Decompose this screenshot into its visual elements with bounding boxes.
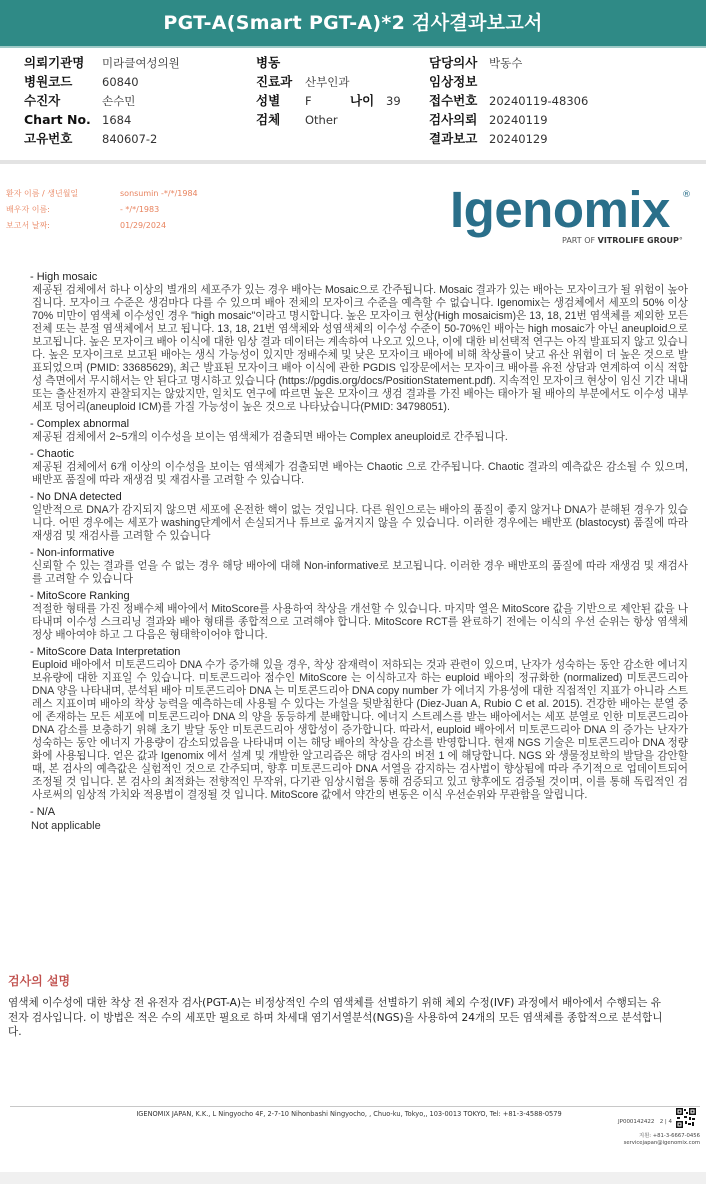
page-number: 2 | 4 (659, 1119, 673, 1125)
qr-code-icon (676, 1108, 696, 1128)
footer-phone: 지원: +81-3-6667-0456 (639, 1133, 700, 1139)
sex-value: F (305, 94, 312, 108)
section-divider (0, 160, 706, 164)
age-value: 39 (386, 94, 401, 108)
logo-registered-mark: ® (682, 190, 691, 200)
hospital-code-value: 60840 (102, 75, 139, 89)
footer-email: servicejapan@igenomix.com (623, 1140, 700, 1146)
chart-value: 1684 (102, 113, 132, 127)
logo-subtitle (562, 236, 683, 245)
report-date-value: 20240129 (489, 132, 548, 146)
receipt-number-value: 20240119-48306 (489, 94, 589, 108)
recipient-value: 손수민 (102, 94, 136, 108)
report-date-meta-value: 01/29/2024 (120, 221, 167, 230)
receipt-number-label: 접수번호 (429, 93, 478, 108)
doctor-value: 박동수 (489, 56, 523, 70)
patient-meta-value: sonsumin -*/*/1984 (120, 189, 198, 198)
section-title-non-informative: - Non-informative (30, 547, 115, 559)
section-title-chaotic: - Chaotic (30, 448, 75, 460)
chart-label: Chart No. (24, 112, 91, 127)
interpretation-sections (24, 270, 688, 833)
footer-address: IGENOMIX JAPAN, K.K., L Ningyocho 4F, 2-7-10 Nihonbashi Ningyocho, , Chuo-ku, Tokyo,, 103-0013 TOKYO, Tel: +81-3-4588-0579 (136, 1110, 562, 1118)
report-title: PGT-A(Smart PGT-A)*2 검사결과보고서 (0, 0, 706, 46)
section-body-chaotic: 제공된 검체에서 6개 이상의 이수성을 보이는 염색체가 검출되면 배아는 Chaotic 으로 간주됩니다. Chaotic 결과의 예측값은 감소될 수 있으며, 배반포 품질에 따라 재생검 및 재검사를 고려할 수 있습니다. (32, 461, 688, 486)
section-title-high-mosaic: - High mosaic (30, 271, 98, 283)
logo-subtitle-prefix: PART OF (562, 236, 598, 245)
section-body-na: Not applicable (31, 820, 101, 832)
igenomix-logo (450, 181, 696, 248)
specimen-label: 검체 (256, 112, 281, 127)
section-title-complex-abnormal: - Complex abnormal (30, 418, 130, 430)
sex-label: 성별 (256, 93, 281, 108)
section-body-mitoscore-ranking: 적절한 형태를 가진 정배수체 배아에서 MitoScore를 사용하여 착상을 개선할 수 있습니다. 마지막 열은 MitoScore 값을 기반으로 제안된 값을 나타내며 이수성 스크리닝 결과와 배아 형태를 종합적으로 고려해야 합니다. MitoScore RCT를 완료하기 전에는 이식의 우선 순위는 항상 염색체 정상 배아여야 하고 그 다음은 형태학이어야 합니다. (32, 603, 688, 641)
spouse-meta-value: - */*/1983 (120, 205, 160, 214)
section-title-no-dna: - No DNA detected (30, 491, 122, 503)
clinical-info-label: 임상정보 (429, 74, 478, 89)
section-title-mitoscore-ranking: - MitoScore Ranking (30, 590, 130, 602)
section-body-high-mosaic: 제공된 검체에서 하나 이상의 별개의 세포주가 있는 경우 배아는 Mosaic으로 간주됩니다. Mosaic 결과가 있는 배아는 모자이크가 될 위험이 높아집니다. 모자이크 수준은 생검마다 다를 수 있으며 배아 전체의 모자이크 수준을 예측할 수 없습니다. Igenomix는 생검체에서 세포의 50% 이상 70% 미만이 염색체 이수성인 경우 "high mosaic"이라고 명시합니다. 높은 모자이크 현상(High mosaicism)은 13, 18, 21번 염색체를 제외한 모든 전체 또는 분절 염색체에서 보고 됩니다. 13, 18, 21번 염색체와 성염색체의 이수성 수준이 50-70%인 배아는 high mosaic가 아닌 aneuploid으로 보고됩니다. 높은 모자이크 배아 이식에 대한 임상 결과 데이터는 계속하여 나오고 있으나, 이에 대한 비선택적 연구는 아직 발표되지 않고 있습니다. 높은 모자이크로 보고된 배아는 생식 가능성이 있지만 정배수체 및 낮은 모자이크 배아에 비해 착상률이 낮고 유산 위험이 더 높은 것으로 발표되었으며 (PMID: 33685629), 최근 발표된 모자이크 배아 이식에 관한 PGDIS 입장문에서는 모자이크 배아를 유전 상담과 연계하여 이식 적합성 측면에서 무시해서는 안 된다고 명시하고 있습니다 (https://pgdis.org/docs/PositionStatement.pdf). 지속적인 모자이크 현상이 임신 기간 내내 또는 출산전까지 관찰되지는 않았지만, 일치도 연구에 따르면 높은 모자이크 생검 결과를 가진 배아는 태아가 될 배아의 부분에서도 이수성 내부 세포 덩어리(aneuploid ICM)를 가질 가능성이 높은 것으로 나타났습니다(PMID: 34798051). (32, 284, 688, 413)
section-body-mitoscore-interpretation: Euploid 배아에서 미토콘드리아 DNA 수가 증가해 있을 경우, 착상 잠재력이 저하되는 것과 관련이 있으며, 난자가 성숙하는 동안 감소한 에너지 보유량에 대한 지표일 수 있습니다. 미토콘드리아 점수인 MitoScore 는 이식하고자 하는 euploid 배아의 정규화한 (normalized) 미토콘드리아 DNA 양을 나타내며, 분석된 배아 미토콘드리아 DNA 는 미토콘드리아 DNA copy number 가 에너지 가용성에 대한 직접적인 지표가 아니라 스트레스 지표이며 배아의 착상 능력을 예측하는데 사용될 수 있다는 가설을 뒷받침한다 (Diez-Juan A, Rubio C et al. 2015). 건강한 배아는 분열 중에 존재하는 모든 세포에 미토콘드리아 DNA 의 양을 동등하게 분배합니다. 에너지 스트레스를 받는 배아에서는 세포 분열로 인한 미토콘드리아 DNA 감소를 보충하기 위해 초기 발달 동안 미토콘드리아 생합성이 증가합니다. 따라서, euploid 배아에서 미토콘드리아 DNA 의 증가는 난자가 성숙하는 동안 에너지 가용량이 감소되었음을 나타내며 이는 해당 배아의 착상을 감소를 반영합니다. 현재 NGS 기술은 미토콘드리아 DNA 정량화에 사용됩니다. 얻은 값과 Igenomix 에서 설계 및 개발한 알고리즘은 해당 검사의 버전 1 에 해당합니다. NGS 와 생물정보학의 발달을 감안할 때, 본 검사의 예측값은 실험적인 것으로 간주되며, 향후 미토콘드리아 DNA 서열을 감지하는 검사법이 향상됨에 따라 주기적으로 업데이트되어 조정될 것 입니다. 본 검사의 최적화는 전향적인 무작위, 다기관 임상시험을 통해 검증되고 있고 향후에도 검증될 것이며, 이를 통해 독립적인 검사로써의 임상적 가치와 적용법이 결정될 것 입니다. MitoScore 값에서 약간의 변동은 이식 우선순위와 무관함을 알립니다. (32, 659, 688, 801)
test-description-title: 검사의 설명 (8, 974, 71, 988)
footer-divider (10, 1106, 700, 1107)
section-title-na: - N/A (30, 806, 56, 818)
section-body-no-dna: 일반적으로 DNA가 감지되지 않으면 세포에 온전한 핵이 없는 것입니다. 다른 원인으로는 배아의 품질이 좋지 않거나 DNA가 분해된 경우가 있습니다. 어떤 경우에는 세포가 washing단계에서 손실되거나 튜브로 옮겨지지 않을 수 있습니다. 이러한 경우에는 배반포 (blastocyst) 품질에 따라 재생검 및 재검사를 고려할 수 있습니다 (32, 504, 688, 542)
specimen-value: Other (305, 113, 338, 127)
doctor-label: 담당의사 (429, 55, 478, 70)
section-body-non-informative: 신뢰할 수 있는 결과를 얻을 수 없는 경우 해당 배아에 대해 Non-informative로 보고됩니다. 이러한 경우 배반포의 품질에 따라 재생검 및 재검사를 고려할 수 있습니다 (32, 560, 688, 585)
unique-number-value: 840607-2 (102, 132, 158, 146)
request-date-value: 20240119 (489, 113, 548, 127)
report-date-meta-label: 보고서 날짜: (6, 221, 50, 230)
logo-wordmark: Igenomix (450, 181, 670, 238)
document-code: JP000142422 (618, 1119, 655, 1125)
logo-subtitle-brand: VITROLIFE GROUP (597, 236, 679, 245)
hospital-code-label: 병원코드 (24, 74, 73, 89)
logo-subtitle-suffix: ° (678, 236, 683, 245)
spouse-meta-label: 배우자 이름: (6, 205, 50, 214)
patient-info-grid (24, 54, 694, 150)
recipient-label: 수진자 (24, 93, 61, 108)
footer-document-code (618, 1119, 672, 1125)
report-date-label: 결과보고 (429, 131, 478, 146)
section-body-complex-abnormal: 제공된 검체에서 2~5개의 이수성을 보이는 염색체가 검출되면 배아는 Complex aneuploid로 간주됩니다. (32, 431, 508, 443)
patient-meta (6, 186, 198, 234)
age-label: 나이 (350, 93, 375, 108)
institution-label: 의뢰기관명 (24, 55, 85, 70)
page-bottom-band (0, 1172, 706, 1184)
institution-value: 미라클여성의원 (102, 56, 180, 70)
ward-label: 병동 (256, 55, 281, 70)
unique-number-label: 고유번호 (24, 131, 73, 146)
section-title-mitoscore-interpretation: - MitoScore Data Interpretation (30, 646, 181, 658)
test-description-body: 염색체 이수성에 대한 착상 전 유전자 검사(PGT-A)는 비정상적인 수의 염색체를 선별하기 위해 체외 수정(IVF) 과정에서 배아에서 수행되는 유전자 검사입니다. 이 방법은 적은 수의 세포만 필요로 하며 차세대 염기서열분석(NGS)을 사용하여 24개의 모든 염색체를 종합적으로 분석합니다. (8, 997, 663, 1038)
department-label: 진료과 (256, 74, 293, 89)
department-value: 산부인과 (305, 75, 350, 89)
patient-meta-label: 환자 이름 / 생년월일 (6, 189, 79, 198)
request-date-label: 검사의뢰 (429, 112, 478, 127)
title-divider (0, 46, 706, 48)
footer-contact (620, 1133, 700, 1147)
